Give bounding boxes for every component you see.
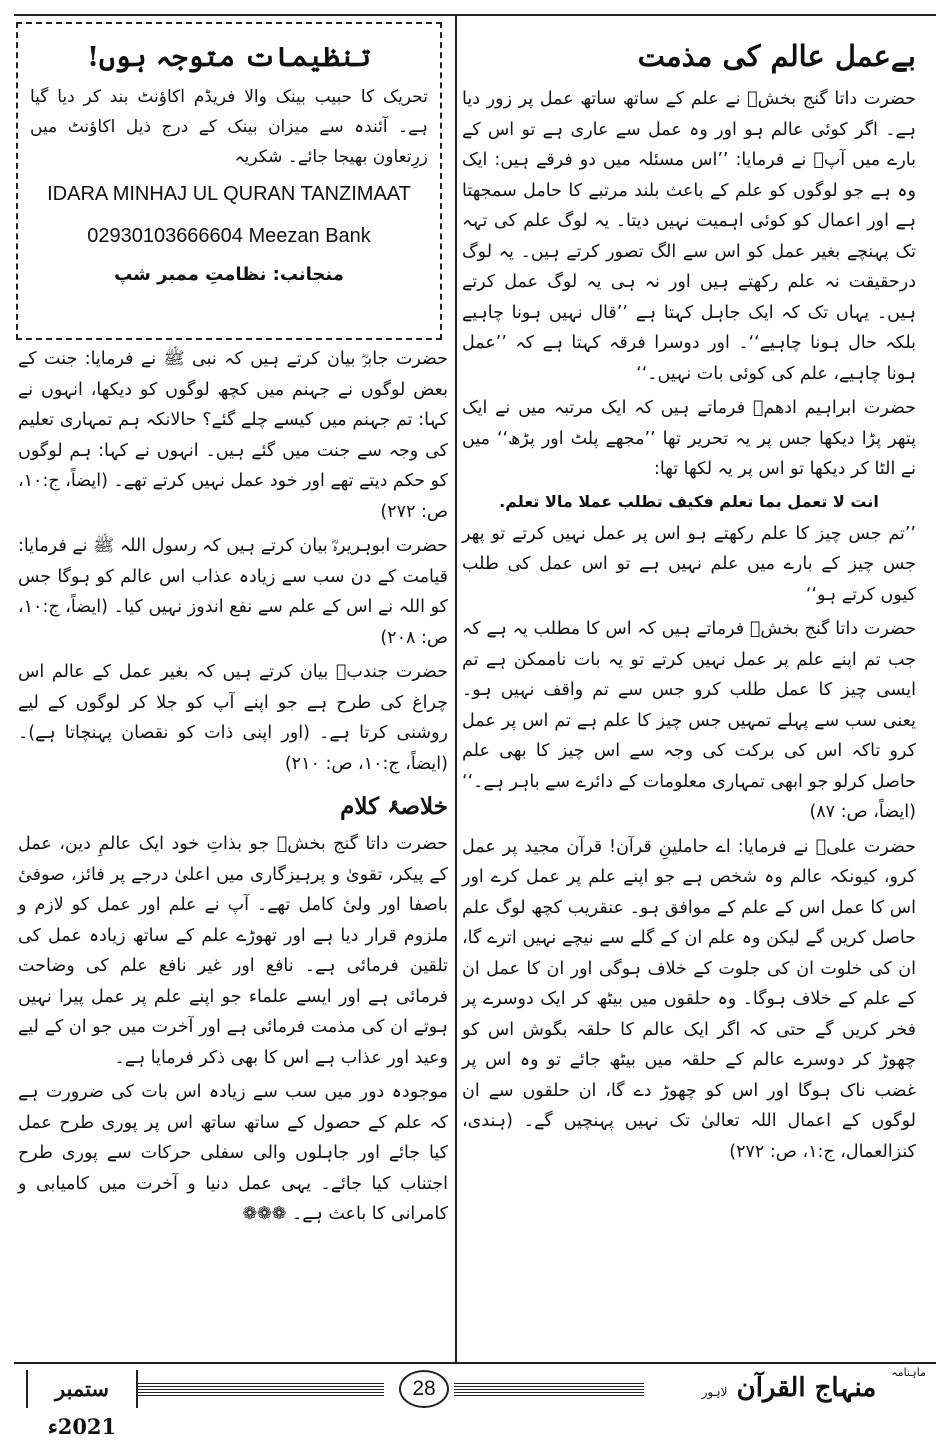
- left-column: [18, 344, 448, 1234]
- article-paragraph: ’’تم جس چیز کا علم رکھتے ہو اس پر عمل نہیں کرتے تو پھر جس چیز کے بارے میں علم نہیں ہے تو اس عمل کی طلب کیوں کرتے ہو‘‘: [462, 523, 916, 605]
- notice-title: تنظیمات متوجہ ہوں!: [87, 42, 371, 73]
- footer-ornament: [134, 1382, 384, 1396]
- brand-city: لاہور: [701, 1385, 728, 1399]
- account-number: 02930103666604 Meezan Bank: [87, 225, 371, 247]
- notice-body: تحریک کا حبیب بینک والا فریڈم اکاؤنٹ بند کر دیا گیا ہے۔ آئندہ سے میزان بینک کے درج ذیل اکاؤنٹ میں زرِتعاون بھیجا جائے۔ شکریہ: [30, 87, 428, 167]
- notice-box: [16, 22, 442, 340]
- article-paragraph: حضرت علیؓ نے فرمایا: اے حاملینِ قرآن! قرآن مجید پر عمل کرو، کیونکہ عالم وہ شخص ہے جو اپنے علم پر عمل کرے اور اس کا عمل اس کے علم کے موافق ہو۔ عنقریب کچھ لوگ علم حاصل کریں گے لیکن وہ علم ان کے گلے سے نیچے نہیں اترے گا، ان کی خلوت ان کی جلوت کے خلاف ہوگی اور ان کا عمل ان کے علم کے خلاف ہوگا۔ وہ حلقوں میں بیٹھ کر ایک دوسرے پر فخر کریں گے حتی کہ اگر ایک عالم کا حلقہ بگوش اس کو چھوڑ کر دوسرے عالم کے حلقہ میں بیٹھ جائے تو وہ اس پر غضب ناک ہوگا اور اس کو چھوڑ دے گا، ان حلقوں سے ان لوگوں کے اعمال اللہ تعالیٰ تک نہیں پہنچیں گے۔ (ہندی، کنزالعمال، ج:۱، ص: ۲۷۲): [462, 836, 916, 1162]
- arabic-quote: انت لا تعمل بما تعلم فكيف تطلب عملا مالا تعلم.: [499, 491, 879, 511]
- issue-date: ستمبر 2021ء: [26, 1370, 138, 1408]
- brand-small-label: ماہنامہ: [891, 1366, 926, 1379]
- magazine-brand: [644, 1366, 934, 1410]
- hadith-paragraph: حضرت جابرؓ بیان کرتے ہیں کہ نبی ﷺ نے فرمایا: جنت کے بعض لوگوں نے جہنم میں کچھ لوگوں کو دیکھا، انہوں نے کہا: تم جہنم میں کیسے چلے گئے؟ حالانکہ ہم تمہاری تعلیم کی وجہ سے جنت میں گئے ہیں۔ انہوں نے کہا: ہم لوگوں کو حکم دیتے تھے اور خود عمل نہیں کرتے تھے۔ (ایضاً، ج:۱۰، ص: ۲۷۲): [18, 349, 448, 522]
- article-paragraph: حضرت داتا گنج بخشؒ فرماتے ہیں کہ اس کا مطلب یہ ہے کہ جب تم اپنے علم پر عمل نہیں کرتے تو یہ بات ناممکن ہے تم ایسی چیز کا عمل طلب کرو جس سے تم واقف نہیں ہو۔ یعنی سب سے پہلے تمہیں جس چیز کا علم ہے تم اس پر عمل کرو تاکہ اس کی برکت کی وجہ سے اس چیز کا بھی علم حاصل کرلو جو ابھی تمہاری معلومات کے دائرے سے باہر ہے۔‘‘ (ایضاً، ص: ۸۷): [462, 619, 916, 822]
- summary-heading: خلاصۂ کلام: [340, 793, 448, 820]
- hadith-paragraph: حضرت جندبؓ بیان کرتے ہیں کہ بغیر عمل کے عالم اس چراغ کی طرح ہے جو اپنے آپ کو جلا کر لوگوں کے لیے روشنی کرتا ہے۔ (اور اپنی ذات کو نقصان پہنچاتا ہے)۔ (ایضاً، ج:۱۰، ص: ۲۱۰): [18, 662, 448, 774]
- column-divider: [455, 14, 457, 1364]
- notice-signature: منجانب: نظامتِ ممبر شپ: [114, 264, 344, 285]
- main-article: [462, 20, 916, 1171]
- top-rule: [14, 14, 936, 16]
- account-name: IDARA MINHAJ UL QURAN TANZIMAAT: [47, 183, 411, 205]
- article-paragraph: حضرت ابراہیم ادھمؒ فرماتے ہیں کہ ایک مرتبہ میں نے ایک پتھر پڑا دیکھا جس پر یہ تحریر تھا ’’مجھے پلٹ اور پڑھ‘‘ میں نے الٹا کر دیکھا تو اس پر یہ لکھا تھا:: [462, 398, 916, 479]
- hadith-paragraph: حضرت ابوہریرہؓ بیان کرتے ہیں کہ رسول اللہ ﷺ نے فرمایا: قیامت کے دن سب سے زیادہ عذاب اس عالم کو ہوگا جس کو اللہ نے اس کے علم سے نفع اندوز نہیں کیا۔ (ایضاً، ج:۱۰، ص: ۲۰۸): [18, 536, 448, 648]
- summary-paragraph: موجودہ دور میں سب سے زیادہ اس بات کی ضرورت ہے کہ علم کے حصول کے ساتھ ساتھ اس پر پوری طرح عمل کیا جائے اور جاہلوں والی سفلی حرکات سے پوری طرح اجتناب کیا جائے۔ یہی عمل دنیا و آخرت میں کامیابی و کامرانی کا باعث ہے۔ ❁❁❁: [18, 1082, 448, 1224]
- article-title: بےعمل عالم کی مذمت: [637, 39, 916, 73]
- page-footer: [14, 1362, 936, 1439]
- page-number: 28: [399, 1370, 449, 1408]
- brand-name: منہاج القرآن: [736, 1373, 877, 1403]
- article-paragraph: حضرت داتا گنج بخشؒ نے علم کے ساتھ ساتھ عمل پر زور دیا ہے۔ اگر کوئی عالم ہو اور وہ عمل سے عاری ہے تو اس کے بارے میں آپؒ نے فرمایا: ’’اس مسئلہ میں دو فرقے ہیں: ایک وہ ہے جو لوگوں کو علم کے باعث بلند مرتبے کا حامل سمجھتا ہے اور اعمال کو کوئی اہمیت نہیں دیتا۔ یہ لوگ علم کی تہہ تک پہنچے بغیر عمل کو اس سے الگ تصور کرتے ہیں۔ یہ لوگ درحقیقت نہ علم رکھتے ہیں اور نہ ہی یہ لوگ عمل کرتے ہیں۔ یہاں تک کہ ایک جاہل کہتا ہے ’’قال نہیں ہونا چاہیے بلکہ حال ہونا چاہیے‘‘۔ اور دوسرا فرقہ کہتا ہے کہ ’’عمل ہونا چاہیے، علم کی کوئی بات نہیں۔‘‘: [462, 89, 916, 384]
- summary-paragraph: حضرت داتا گنج بخشؒ جو بذاتِ خود ایک عالمِ دین، عمل کے پیکر، تقویٰ و پرہیزگاری میں اعلیٰ درجے پر فائز، صوفیٔ باصفا اور ولیٔ کامل تھے۔ آپ نے علم اور عمل کو لازم و ملزوم قرار دیا ہے اور تھوڑے علم کے ساتھ زیادہ عمل کی تلقین فرمائی ہے۔ نافع اور غیر نافع علم کی وضاحت فرمائی ہے اور ایسے علماء جو اپنے علم پر عمل پیرا نہیں ہوتے ان کی مذمت فرمائی ہے اور آخرت میں جو ان کے لیے وعید اور عذاب ہے اس کا بھی ذکر فرمایا ہے۔: [18, 834, 448, 1068]
- footer-ornament: [454, 1382, 644, 1396]
